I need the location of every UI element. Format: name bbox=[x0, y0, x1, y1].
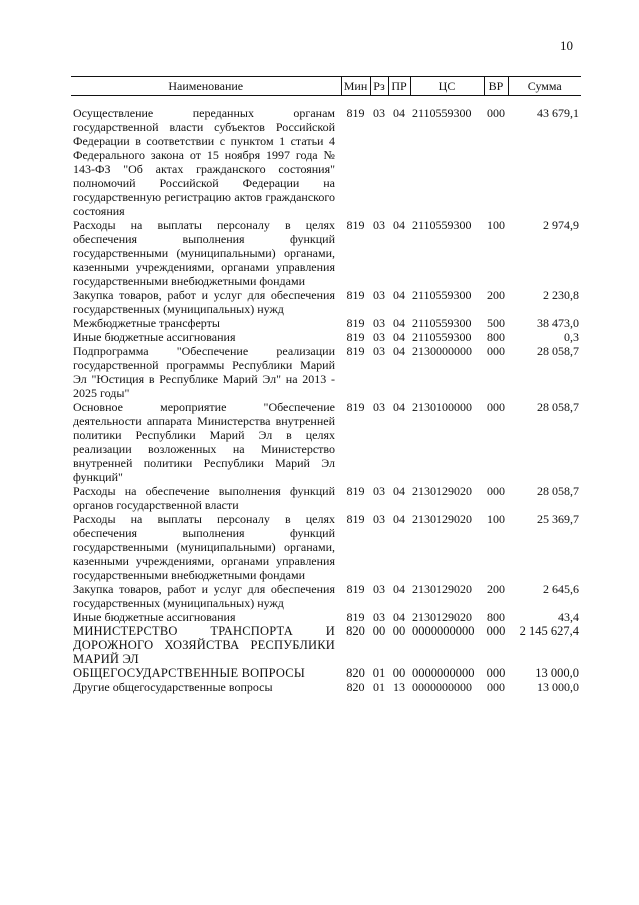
cell-sum: 2 645,6 bbox=[543, 582, 579, 596]
cell-sum: 43,4 bbox=[558, 610, 579, 624]
table-row bbox=[71, 288, 581, 316]
cell-sum: 28 058,7 bbox=[537, 344, 579, 358]
cell-cs: 2130129020 bbox=[412, 610, 472, 624]
cell-vr: 000 bbox=[487, 680, 505, 694]
cell-cs: 2130000000 bbox=[412, 344, 472, 358]
table-row bbox=[71, 316, 581, 330]
cell-vr: 800 bbox=[487, 610, 505, 624]
cell-rz: 03 bbox=[373, 512, 385, 526]
cell-rz: 03 bbox=[373, 484, 385, 498]
cell-min: 819 bbox=[346, 316, 365, 330]
cell-cs: 2130129020 bbox=[412, 582, 472, 596]
header-vr: ВР bbox=[484, 77, 508, 96]
cell-min: 820 bbox=[346, 666, 365, 680]
cell-rz: 03 bbox=[373, 610, 385, 624]
cell-min: 819 bbox=[346, 344, 365, 358]
cell-sum: 28 058,7 bbox=[537, 400, 579, 414]
cell-pr: 04 bbox=[393, 316, 405, 330]
cell-cs: 2110559300 bbox=[412, 330, 472, 344]
cell-name: Иные бюджетные ассигнования bbox=[73, 330, 236, 344]
cell-sum: 2 145 627,4 bbox=[519, 624, 579, 638]
cell-sum: 13 000,0 bbox=[537, 680, 579, 694]
table-row bbox=[71, 624, 581, 666]
cell-name: Подпрограмма "Обеспечение реализации государственной программы Республики Марий Эл "Юстиция в Республике Марий Эл" на 2013 - 2025 годы" bbox=[73, 344, 335, 400]
cell-rz: 03 bbox=[373, 106, 385, 120]
cell-cs: 0000000000 bbox=[412, 680, 472, 694]
page-number: 10 bbox=[560, 38, 573, 53]
table-row bbox=[71, 330, 581, 344]
cell-vr: 000 bbox=[487, 484, 505, 498]
table-row bbox=[71, 96, 581, 219]
cell-name: Осуществление переданных органам государственной власти субъектов Российской Федерации в соответствии с пунктом 1 статьи 4 Федерального закона от 15 ноября 1997 года № 143-ФЗ "Об актах гражданского состояния" полномочий Российской Федерации на государственную регистрацию актов гражданского состояния bbox=[73, 106, 335, 218]
cell-min: 820 bbox=[346, 680, 365, 694]
table-row bbox=[71, 218, 581, 288]
cell-name: Межбюджетные трансферты bbox=[73, 316, 220, 330]
cell-sum: 0,3 bbox=[564, 330, 579, 344]
cell-min: 820 bbox=[346, 624, 365, 638]
table-row bbox=[71, 344, 581, 400]
cell-vr: 200 bbox=[487, 582, 505, 596]
header-rz: Рз bbox=[370, 77, 388, 96]
cell-name: Основное мероприятие "Обеспечение деятельности аппарата Министерства внутренней политики Республики Марий Эл в целях реализации возложенных на Министерство внутренней политики Республики Марий Эл функций" bbox=[73, 400, 335, 484]
cell-min: 819 bbox=[346, 218, 365, 232]
cell-cs: 2130129020 bbox=[412, 512, 472, 526]
budget-table bbox=[71, 76, 581, 694]
cell-sum: 2 230,8 bbox=[543, 288, 579, 302]
table-row bbox=[71, 666, 581, 680]
cell-vr: 500 bbox=[487, 316, 505, 330]
cell-rz: 03 bbox=[373, 218, 385, 232]
cell-vr: 100 bbox=[487, 512, 505, 526]
cell-rz: 03 bbox=[373, 400, 385, 414]
table-row bbox=[71, 400, 581, 484]
cell-vr: 000 bbox=[487, 344, 505, 358]
cell-vr: 000 bbox=[487, 106, 505, 120]
cell-cs: 2110559300 bbox=[412, 288, 472, 302]
cell-sum: 13 000,0 bbox=[535, 666, 579, 680]
cell-min: 819 bbox=[346, 106, 365, 120]
cell-sum: 43 679,1 bbox=[537, 106, 579, 120]
cell-pr: 04 bbox=[393, 400, 405, 414]
cell-cs: 2130100000 bbox=[412, 400, 472, 414]
cell-min: 819 bbox=[346, 582, 365, 596]
cell-cs: 0000000000 bbox=[412, 624, 475, 638]
cell-sum: 2 974,9 bbox=[543, 218, 579, 232]
cell-cs: 2110559300 bbox=[412, 106, 472, 120]
cell-vr: 200 bbox=[487, 288, 505, 302]
cell-min: 819 bbox=[346, 330, 365, 344]
cell-pr: 13 bbox=[393, 680, 405, 694]
table-row bbox=[71, 680, 581, 694]
header-sum: Сумма bbox=[508, 77, 581, 96]
header-cs: ЦС bbox=[410, 77, 484, 96]
cell-name: Закупка товаров, работ и услуг для обеспечения государственных (муниципальных) нужд bbox=[73, 582, 335, 610]
table-row bbox=[71, 582, 581, 610]
cell-pr: 04 bbox=[393, 610, 405, 624]
cell-rz: 00 bbox=[372, 624, 386, 638]
cell-pr: 00 bbox=[392, 666, 406, 680]
cell-vr: 800 bbox=[487, 330, 505, 344]
cell-rz: 03 bbox=[373, 582, 385, 596]
cell-min: 819 bbox=[346, 288, 365, 302]
header-pr: ПР bbox=[388, 77, 410, 96]
cell-min: 819 bbox=[346, 512, 365, 526]
cell-name: Расходы на выплаты персоналу в целях обеспечения выполнения функций государственными (муниципальными) органами, казенными учреждениями, органами управления государственными внебюджетными фондами bbox=[73, 218, 335, 288]
cell-name: Расходы на выплаты персоналу в целях обеспечения выполнения функций государственными (муниципальными) органами, казенными учреждениями, органами управления государственными внебюджетными фондами bbox=[73, 512, 335, 582]
cell-pr: 04 bbox=[393, 218, 405, 232]
cell-rz: 03 bbox=[373, 330, 385, 344]
table-body bbox=[71, 96, 581, 695]
cell-min: 819 bbox=[346, 484, 365, 498]
cell-pr: 04 bbox=[393, 582, 405, 596]
cell-rz: 03 bbox=[373, 316, 385, 330]
table-row bbox=[71, 610, 581, 624]
cell-vr: 000 bbox=[486, 666, 506, 680]
cell-name: Иные бюджетные ассигнования bbox=[73, 610, 236, 624]
cell-cs: 2110559300 bbox=[412, 218, 472, 232]
cell-pr: 04 bbox=[393, 106, 405, 120]
cell-pr: 04 bbox=[393, 344, 405, 358]
cell-name: ОБЩЕГОСУДАРСТВЕННЫЕ ВОПРОСЫ bbox=[73, 666, 305, 680]
cell-name: МИНИСТЕРСТВО ТРАНСПОРТА И ДОРОЖНОГО ХОЗЯЙСТВА РЕСПУБЛИКИ МАРИЙ ЭЛ bbox=[73, 624, 335, 666]
cell-sum: 28 058,7 bbox=[537, 484, 579, 498]
cell-pr: 00 bbox=[392, 624, 406, 638]
cell-min: 819 bbox=[346, 610, 365, 624]
cell-pr: 04 bbox=[393, 512, 405, 526]
cell-vr: 100 bbox=[487, 218, 505, 232]
cell-sum: 38 473,0 bbox=[537, 316, 579, 330]
cell-sum: 25 369,7 bbox=[537, 512, 579, 526]
cell-cs: 2130129020 bbox=[412, 484, 472, 498]
table-row bbox=[71, 484, 581, 512]
table-row bbox=[71, 512, 581, 582]
cell-pr: 04 bbox=[393, 288, 405, 302]
cell-rz: 03 bbox=[373, 288, 385, 302]
table-header-row bbox=[71, 77, 581, 96]
cell-min: 819 bbox=[346, 400, 365, 414]
cell-vr: 000 bbox=[486, 624, 506, 638]
cell-vr: 000 bbox=[487, 400, 505, 414]
header-name: Наименование bbox=[71, 77, 341, 96]
cell-pr: 04 bbox=[393, 330, 405, 344]
cell-cs: 0000000000 bbox=[412, 666, 475, 680]
cell-name: Другие общегосударственные вопросы bbox=[73, 680, 273, 694]
cell-name: Закупка товаров, работ и услуг для обеспечения государственных (муниципальных) нужд bbox=[73, 288, 335, 316]
cell-rz: 01 bbox=[373, 680, 385, 694]
cell-rz: 01 bbox=[372, 666, 386, 680]
cell-rz: 03 bbox=[373, 344, 385, 358]
cell-cs: 2110559300 bbox=[412, 316, 472, 330]
cell-name: Расходы на обеспечение выполнения функций органов государственной власти bbox=[73, 484, 335, 512]
header-min: Мин bbox=[341, 77, 370, 96]
cell-pr: 04 bbox=[393, 484, 405, 498]
